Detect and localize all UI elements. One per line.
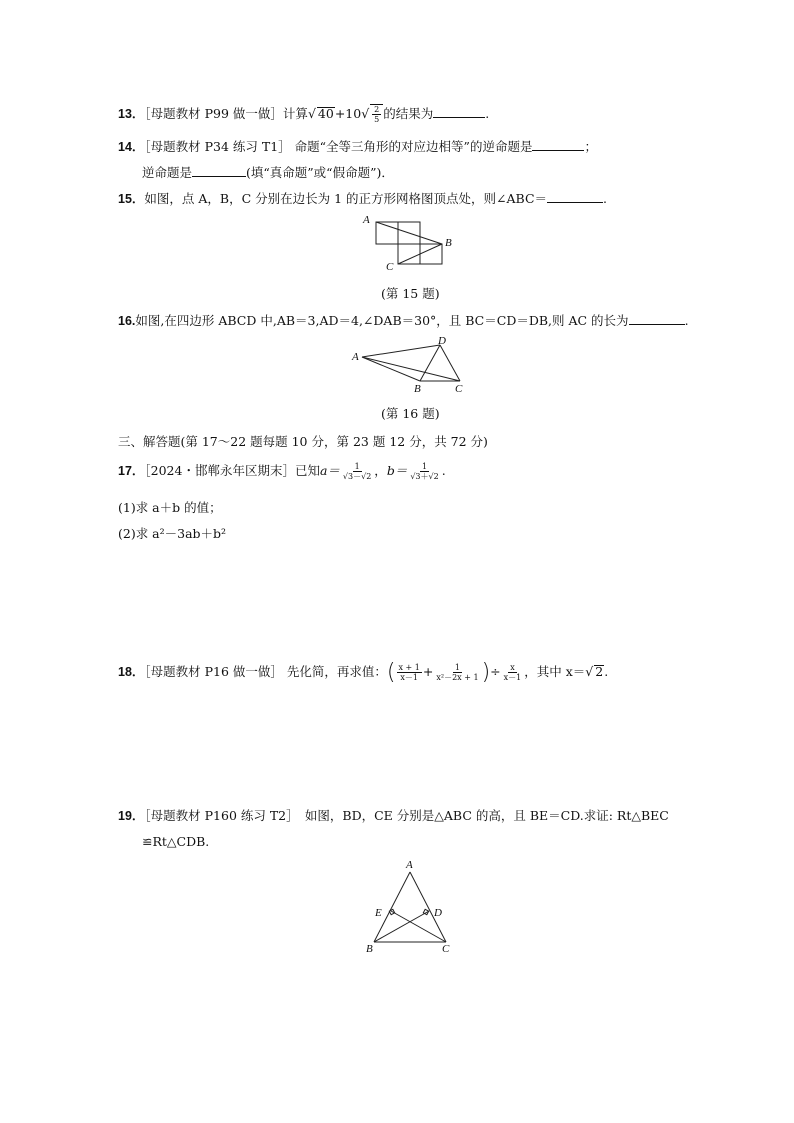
point-label-d: D [438,335,446,347]
question-15: 15．如图，点 A，B，C 分别在边长为 1 的正方形网格图顶点处，则∠ABC＝ . [118,191,607,206]
segment-ab [376,222,442,244]
sqrt-sign: √ [307,106,316,121]
point-label-e: E [375,907,382,919]
question-text: 的结果为 [383,106,434,121]
question-text: 如图，点 A，B，C 分别在边长为 1 的正方形网格图顶点处，则∠ABC＝ [144,191,548,206]
question-16: 16.如图,在四边形 ABCD 中,AB＝3,AD＝4,∠DAB＝30°，且 BC＝CD＝DB,则 AC 的长为 . [118,313,689,328]
figure-19-triangle [362,856,462,956]
point-label-c: C [386,261,394,273]
fraction-1: $\frac{x + 1}{x-1}$ [398,663,420,682]
sqrt-sign: √ [361,106,370,121]
question-number: 19． [118,809,145,823]
question-19-line2: ≌Rt△CDB. [142,834,210,849]
question-17-part-2: (2)求 a²－3ab＋b² [118,526,227,541]
sqrt-radicand: 40 [317,106,334,121]
segment-ad [362,345,440,357]
question-text: ［母题教材 P34 练习 T1］ 命题“全等三角形的对应边相等”的逆命题是 [144,139,533,154]
figure-15-caption: (第 15 题) [381,286,440,301]
question-14: 14．［母题教材 P34 练习 T1］ 命题“全等三角形的对应边相等”的逆命题是 ； [118,139,597,154]
answer-blank[interactable] [192,164,246,177]
point-label-a: A [352,351,359,363]
fraction-2: $\frac{1}{\text{x²－2x + 1}}$ [436,663,479,682]
question-number: 18． [118,665,145,679]
figure-16-caption: (第 16 题) [381,406,440,421]
question-number: 16. [118,314,136,328]
question-number: 14． [118,140,145,154]
point-label-a: A [406,859,413,871]
point-label-b: B [366,943,373,955]
question-13: 13．［母题教材 P99 做一做］计算√ 40+10√ $\frac{2}{5}$ 的结果为 . [118,105,490,124]
answer-blank[interactable] [532,138,584,151]
question-18: 18．［母题教材 P16 做一做］ 先化简，再求值：( $\frac{x + 1}{x-1}$ + $\frac{1}{\text{x²－2x + 1}}$ )÷ $\frac{x}{x-1}$ ，其中 x＝√ 2. [118,660,609,685]
point-label-b: B [414,383,421,395]
question-17-part-1: (1)求 a＋b 的值； [118,500,222,515]
sqrt-radicand: 2 [595,664,604,679]
segment-dc [440,345,460,381]
question-number: 15． [118,192,145,206]
sqrt-sign: √ [585,664,594,679]
fraction-b: $\frac{1}{√3+√2}$ [410,462,439,481]
section-heading: 三、解答题(第 17～22 题每题 10 分，第 23 题 12 分，共 72 分) [118,434,488,449]
question-text: 如图,在四边形 ABCD 中,AB＝3,AD＝4,∠DAB＝30°，且 BC＝CD＝DB,则 AC 的长为 [135,313,629,328]
plus-coefficient: +10 [334,106,362,121]
answer-blank[interactable] [547,190,603,203]
point-label-c: C [455,383,463,395]
question-19 [118,806,669,824]
point-label-a: A [363,214,370,226]
grid-square [398,244,420,264]
question-source: ［母题教材 P16 做一做］ 先化简，再求值： [144,664,387,679]
point-label-c: C [442,943,450,955]
figure-15-grid [355,210,465,275]
question-text: ［母题教材 P160 练习 T2］ 如图，BD，CE 分别是△ABC 的高，且 BE＝CD.求证: Rt△BEC [144,808,669,823]
question-source: ［2024・邯郸永年区期末］已知 [144,463,320,478]
fraction-a: $\frac{1}{√3-√2}$ [342,462,372,481]
answer-blank[interactable] [629,312,685,325]
figure-16-quadrilateral [348,333,473,395]
grid-square [420,244,442,264]
question-text: 计算 [282,106,308,121]
fraction-3: $\frac{x}{x-1}$ [503,663,522,682]
point-label-d: D [434,907,442,919]
question-number: 17． [118,464,145,478]
question-14-line2: 逆命题是 (填“真命题”或“假命题”)． [142,165,394,180]
question-source: ［母题教材 P99 做一做］ [144,106,283,121]
fraction: $\frac{2}{5}$ [374,105,380,124]
answer-blank[interactable] [433,105,485,118]
point-label-b: B [445,237,452,249]
question-17: 17．［2024・邯郸永年区期末］已知a＝ $\frac{1}{√3-√2}$ ，b＝ $\frac{1}{√3+√2}$ . [118,462,446,481]
question-number: 13． [118,107,145,121]
